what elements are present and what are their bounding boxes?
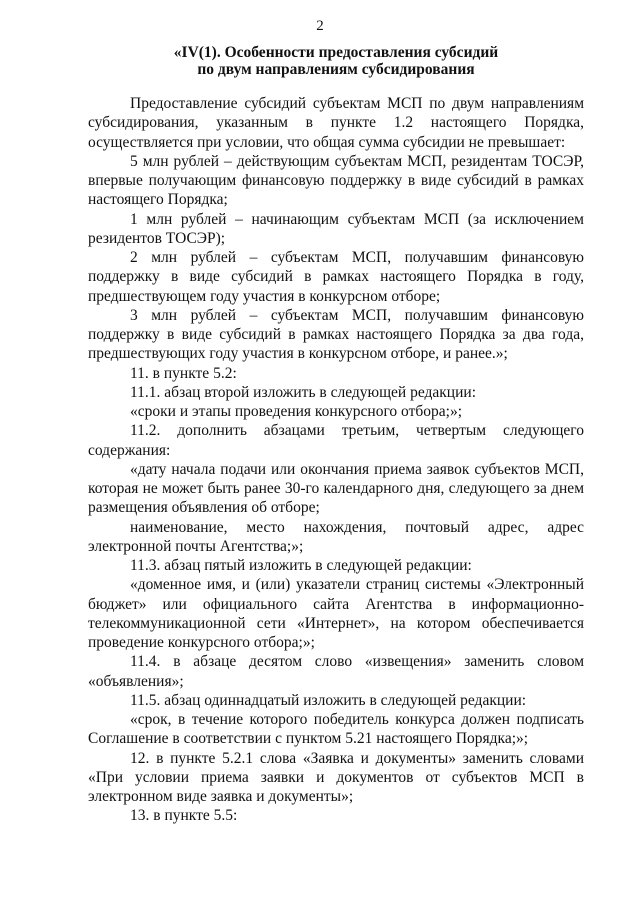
paragraph: 11.5. абзац одиннадцатый изложить в следующей редакции: (130, 691, 527, 709)
paragraph: наименование, место нахождения, почтовый адрес, адрес электронной почты Агентства;»; (88, 518, 584, 555)
paragraph: 13. в пункте 5.5: (130, 807, 238, 825)
page-number: 2 (316, 18, 324, 34)
paragraph: «сроки и этапы проведения конкурсного отбора;»; (130, 403, 463, 420)
paragraph: 3 млн рублей – субъектам МСП, получавшим финансовую поддержку в виде субсидий в рамках настоящего Порядка за два года, предшествующих году участия в конкурсном отборе, и ранее.»; (88, 306, 584, 363)
section-heading-line-1: «IV(1). Особенности предоставления субсидий (173, 44, 499, 61)
section-heading (88, 44, 584, 78)
paragraph: «дату начала подачи или окончания приема заявок субъектов МСП, которая не может быть ранее 30-го календарного дня, следующего за днем размещения объявления об отборе; (88, 460, 584, 517)
paragraph: Предоставление субсидий субъектам МСП по двум направлениям субсидирования, указанным в пункте 1.2 настоящего Порядка, осуществляется при условии, что общая сумма субсидии не превышает: (88, 95, 584, 151)
paragraph: 11. в пункте 5.2: (130, 364, 237, 382)
paragraph: «срок, в течение которого победитель конкурса должен подписать Соглашение в соответствии с пунктом 5.21 настоящего Порядка;»; (88, 711, 584, 748)
document-body (88, 94, 584, 826)
paragraph: 5 млн рублей – действующим субъектам МСП, резидентам ТОСЭР, впервые получающим финансовую поддержку в виде субсидий в рамках настоящего Порядка; (88, 152, 584, 209)
section-heading-line-2: по двум направлениям субсидирования (197, 61, 475, 78)
paragraph: 11.4. в абзаце десятом слово «извещения» заменить словом «объявления»; (88, 653, 584, 690)
paragraph: 12. в пункте 5.2.1 слова «Заявка и документы» заменить словами «При условии приема заявки и документов от субъектов МСП в электронном виде заявка и документы»; (88, 749, 584, 805)
paragraph: 1 млн рублей – начинающим субъектам МСП (за исключением резидентов ТОСЭР); (88, 210, 584, 247)
paragraph: «доменное имя, и (или) указатели страниц системы «Электронный бюджет» или официального сайта Агентства в информационно-телекоммуникационной сети «Интернет», на котором обеспечивается проведение конкурсного отбора;»; (88, 576, 584, 651)
paragraph: 11.1. абзац второй изложить в следующей редакции: (130, 383, 476, 401)
paragraph: 11.2. дополнить абзацами третьим, четвертым следующего содержания: (88, 422, 584, 459)
paragraph: 11.3. абзац пятый изложить в следующей редакции: (130, 557, 472, 574)
paragraph: 2 млн рублей – субъектам МСП, получавшим финансовую поддержку в виде субсидий в рамках настоящего Порядка в году, предшествующем году участия в конкурсном отборе; (88, 249, 584, 305)
